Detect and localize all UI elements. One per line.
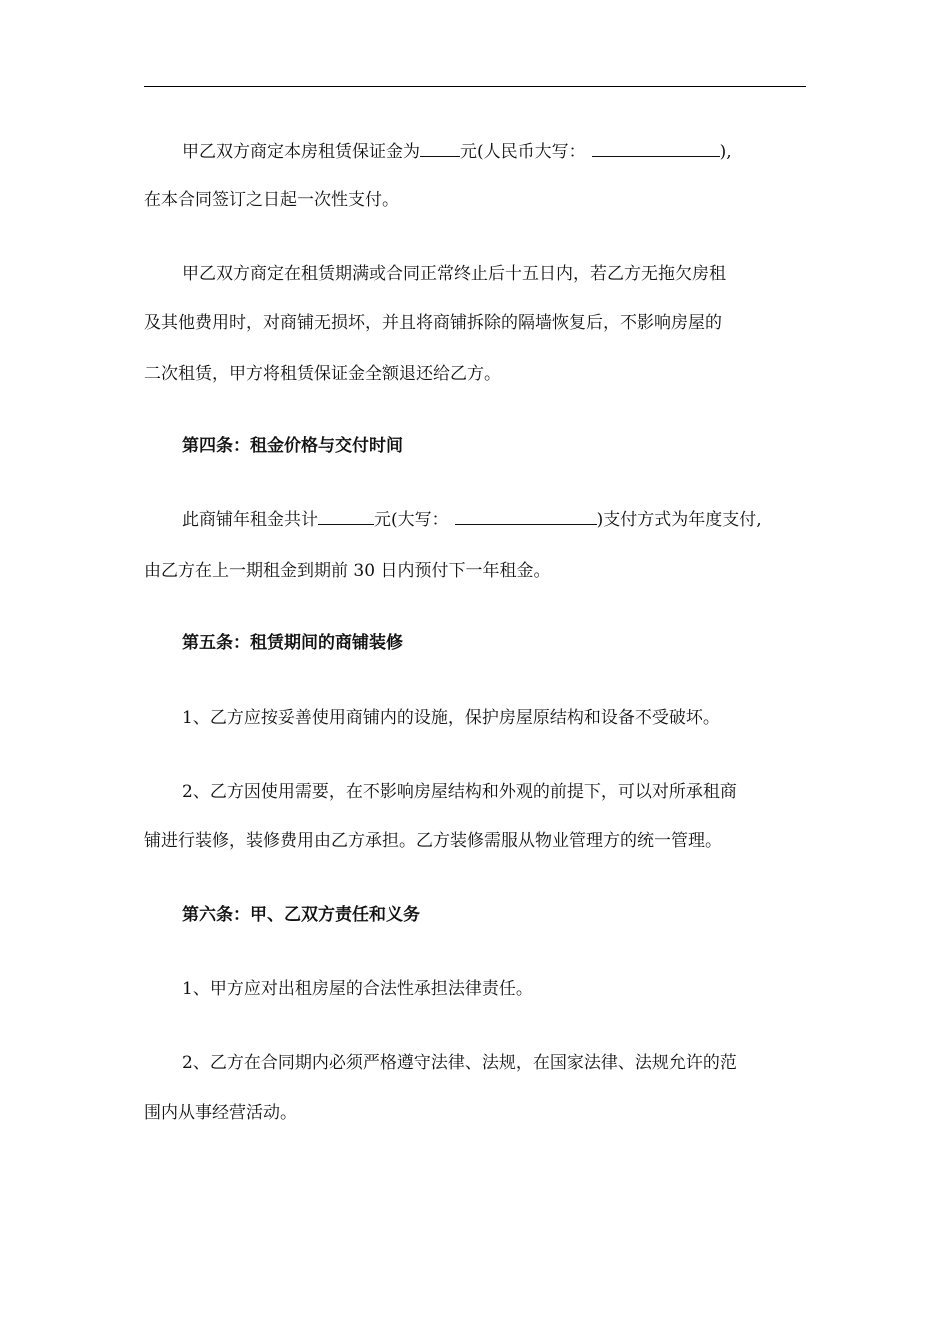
- duty-item-1: 1、甲方应对出租房屋的合法性承担法律责任。: [182, 979, 533, 999]
- article-6-heading: 第六条：甲、乙双方责任和义务: [182, 905, 420, 925]
- renovation-item-2-line-1: 2、乙方因使用需要，在不影响房屋结构和外观的前提下，可以对所承租商: [182, 782, 737, 802]
- deposit-text-a: 甲乙双方商定本房租赁保证金为: [182, 142, 420, 162]
- deposit-paragraph-line-2: 在本合同签订之日起一次性支付。: [144, 190, 399, 210]
- refund-paragraph-line-2: 及其他费用时，对商铺无损坏，并且将商铺拆除的隔墙恢复后，不影响房屋的: [144, 313, 722, 333]
- duty-item-2-line-1: 2、乙方在合同期内必须严格遵守法律、法规，在国家法律、法规允许的范: [182, 1053, 737, 1073]
- rent-amount-words-blank[interactable]: [455, 508, 597, 525]
- deposit-text-b: 元(人民币大写：: [460, 142, 586, 162]
- rent-text-c: )支付方式为年度支付,: [596, 510, 762, 530]
- refund-paragraph-line-3: 二次租赁，甲方将租赁保证金全额退还给乙方。: [144, 364, 501, 384]
- renovation-item-2-line-2: 铺进行装修，装修费用由乙方承担。乙方装修需服从物业管理方的统一管理。: [144, 831, 722, 851]
- deposit-text-c: ),: [719, 142, 732, 162]
- deposit-amount-words-blank[interactable]: [592, 140, 720, 157]
- article-4-heading: 第四条：租金价格与交付时间: [182, 436, 403, 456]
- duty-item-2-line-2: 围内从事经营活动。: [144, 1103, 297, 1123]
- rent-paragraph-line-2: 由乙方在上一期租金到期前 30 日内预付下一年租金。: [144, 561, 551, 581]
- rent-text-a: 此商铺年租金共计: [182, 510, 318, 530]
- deposit-amount-blank[interactable]: [420, 140, 460, 157]
- renovation-item-1: 1、乙方应按妥善使用商铺内的设施，保护房屋原结构和设备不受破坏。: [182, 708, 720, 728]
- rent-amount-blank[interactable]: [318, 508, 374, 525]
- rent-paragraph-line-1: [182, 507, 762, 533]
- rent-text-b: 元(大写：: [374, 510, 449, 530]
- refund-paragraph-line-1: 甲乙双方商定在租赁期满或合同正常终止后十五日内，若乙方无拖欠房租: [182, 264, 726, 284]
- header-rule: [144, 86, 806, 87]
- article-5-heading: 第五条：租赁期间的商铺装修: [182, 633, 403, 653]
- deposit-paragraph-line-1: [182, 139, 732, 165]
